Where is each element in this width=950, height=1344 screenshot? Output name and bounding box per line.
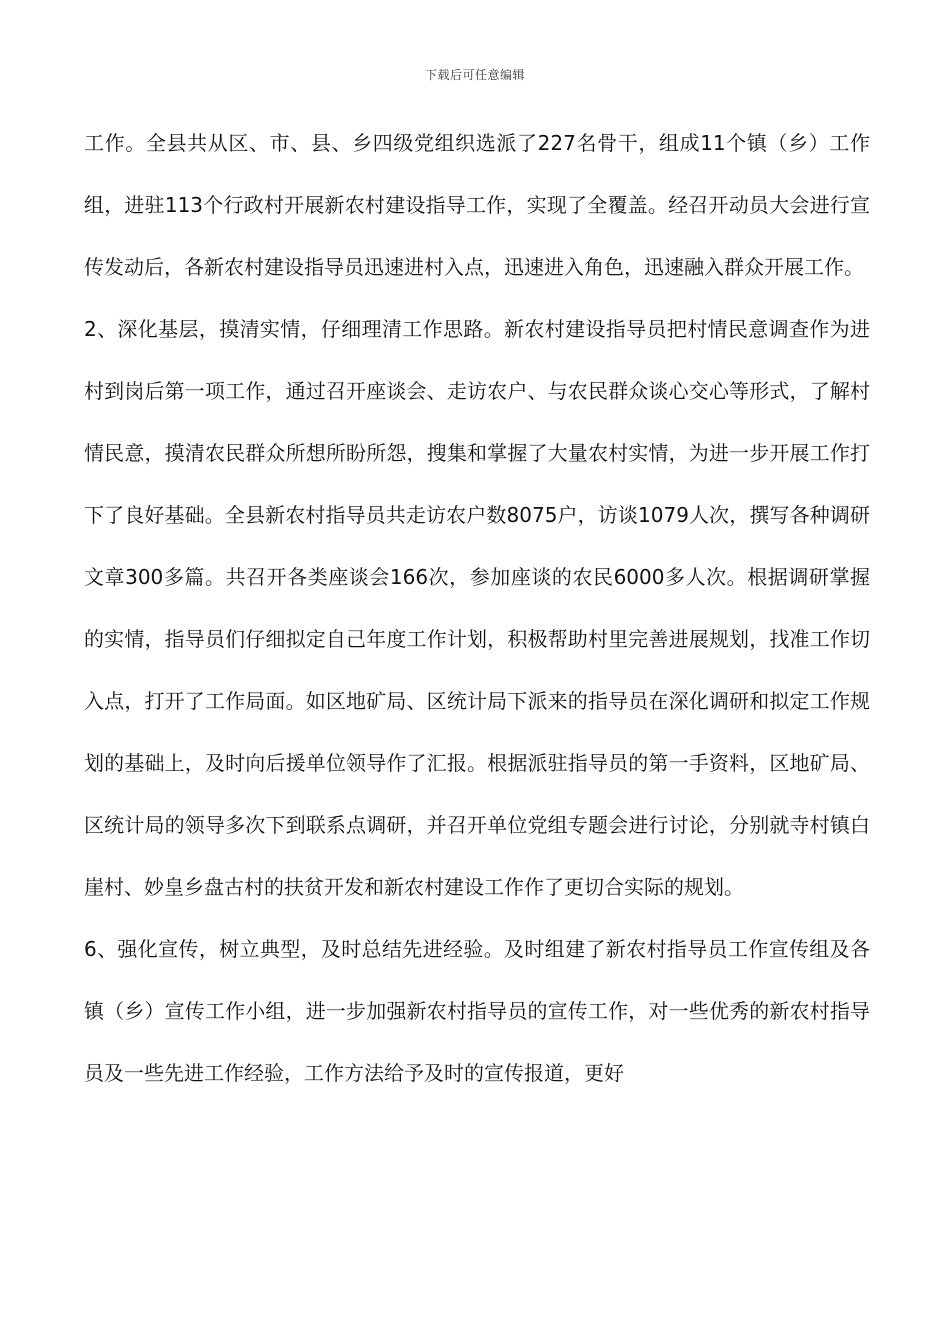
paragraph-3: 6、强化宣传，树立典型，及时总结先进经验。及时组建了新农村指导员工作宣传组及各镇（乡）宣传工作小组，进一步加强新农村指导员的宣传工作，对一些优秀的新农村指导员及一些先进工作经验，工作方法给予及时的宣传报道，更好 <box>84 937 870 1085</box>
paragraph-1: 工作。全县共从区、市、县、乡四级党组织选派了227名骨干，组成11个镇（乡）工作组，进驻113个行政村开展新农村建设指导工作，实现了全覆盖。经召开动员大会进行宣传发动后，各新农村建设指导员迅速进村入点，迅速进入角色，迅速融入群众开展工作。 <box>84 131 870 279</box>
document-body <box>84 112 870 1104</box>
header-note: 下载后可任意编辑 <box>424 68 525 82</box>
paragraph-2: 2、深化基层，摸清实情，仔细理清工作思路。新农村建设指导员把村情民意调查作为进村到岗后第一项工作，通过召开座谈会、走访农户、与农民群众谈心交心等形式，了解村情民意，摸清农民群众所想所盼所怨，搜集和掌握了大量农村实情，为进一步开展工作打下了良好基础。全县新农村指导员共走访农户数8075户，访谈1079人次，撰写各种调研文章300多篇。共召开各类座谈会166次，参加座谈的农民6000多人次。根据调研掌握的实情，指导员们仔细拟定自己年度工作计划，积极帮助村里完善进展规划，找准工作切入点，打开了工作局面。如区地矿局、区统计局下派来的指导员在深化调研和拟定工作规划的基础上，及时向后援单位领导作了汇报。根据派驻指导员的第一手资料，区地矿局、区统计局的领导多次下到联系点调研，并召开单位党组专题会进行讨论，分别就寺村镇白崖村、妙皇乡盘古村的扶贫开发和新农村建设工作作了更切合实际的规划。 <box>84 317 870 899</box>
